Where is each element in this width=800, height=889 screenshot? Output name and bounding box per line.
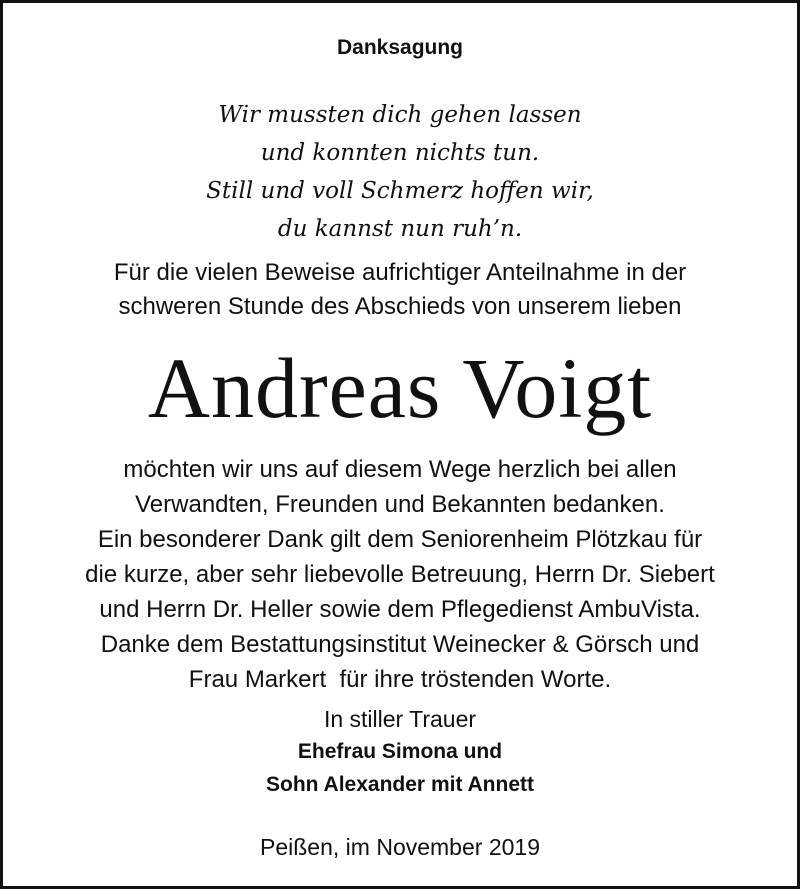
thanks-line: und Herrn Dr. Heller sowie dem Pflegedienst AmbuVista. [99, 596, 701, 623]
poem-block [0, 96, 800, 248]
poem-line: und konnten nichts tun. [260, 140, 540, 166]
thanks-line: Danke dem Bestattungsinstitut Weinecker & Görsch und [100, 631, 700, 658]
mourning-line: In stiller Trauer [323, 706, 477, 732]
thanks-line: Verwandten, Freunden und Bekannten bedanken. [135, 491, 665, 518]
signer-line: Sohn Alexander mit Annett [266, 773, 534, 796]
thanks-line: die kurze, aber sehr liebevolle Betreuung, Herrn Dr. Siebert [85, 561, 715, 588]
poem-line: du kannst nun ruh’n. [277, 216, 523, 242]
intro-line: Für die vielen Beweise aufrichtiger Anteilnahme in der [113, 259, 687, 286]
notice-heading: Danksagung [336, 36, 464, 59]
thanks-line: Ein besonderer Dank gilt dem Seniorenheim Plötzkau für [97, 526, 703, 553]
intro-line: schweren Stunde des Abschieds von unserem lieben [118, 293, 682, 320]
poem-line: Still und voll Schmerz hoffen wir, [206, 178, 594, 204]
thanks-line: Frau Markert für ihre tröstenden Worte. [188, 666, 612, 693]
deceased-name: Andreas Voigt [147, 340, 653, 436]
place-date: Peißen, im November 2019 [260, 834, 540, 860]
poem-line: Wir mussten dich gehen lassen [218, 102, 582, 128]
thanks-line: möchten wir uns auf diesem Wege herzlich bei allen [123, 456, 677, 483]
intro-text [0, 256, 800, 324]
thanks-text [0, 452, 800, 697]
signer-line: Ehefrau Simona und [297, 740, 503, 763]
